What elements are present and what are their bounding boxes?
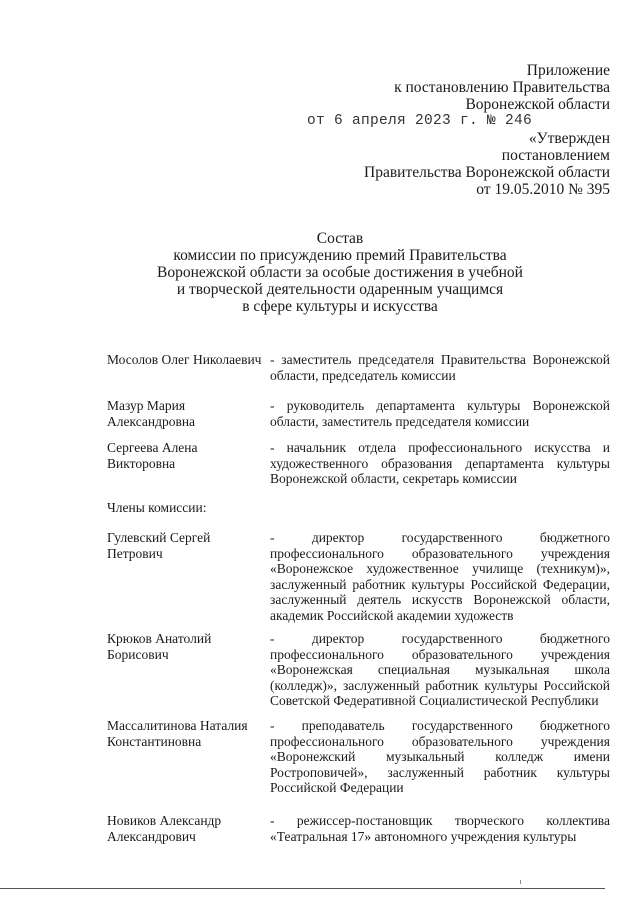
member-role: - заместитель председателя Правительства Воронежской области, председатель комиссии [270, 352, 610, 383]
title-line: в сфере культуры и искусства [242, 298, 438, 315]
title-line: и творческой деятельности одаренным учащимся [176, 281, 504, 298]
document-title [140, 230, 540, 315]
header-line: от 19.05.2010 № 395 [476, 181, 610, 198]
members-heading: Члены комиссии: [107, 500, 207, 515]
title-line: комиссии по присуждению премий Правительства [173, 247, 507, 264]
header-line: «Утвержден [528, 130, 610, 147]
member-name: Массалитинова Наталия Константиновна [107, 718, 248, 749]
title-line: Состав [316, 230, 364, 247]
member-role: - руководитель департамента культуры Воронежской области, заместитель председателя комиссии [270, 398, 610, 429]
member-role: - директор государственного бюджетного профессионального образовательного учреждения «Воронежская специальная музыкальная школа (колледж)», заслуженный работник культуры Российской Советской Федеративной Социалистической Республики [270, 631, 610, 709]
member-role: - директор государственного бюджетного профессионального образовательного учреждения «Воронежское художественное училище (техникум)», заслуженный работник культуры Российской Федерации, заслуженный деятель искусств Воронежской области, академик Российской академии художеств [270, 530, 610, 623]
member-role: - начальник отдела профессионального искусства и художественного образования департамента культуры Воронежской области, секретарь комиссии [270, 440, 610, 487]
header-line: Приложение [526, 62, 610, 79]
header-line: Воронежской области [465, 96, 610, 113]
member-role: - режиссер-постановщик творческого коллектива «Театральная 17» автономного учреждения культуры [270, 813, 610, 844]
header-line: постановлением [501, 147, 610, 164]
header-line: Правительства Воронежской области [364, 164, 610, 181]
member-name: Гулевский Сергей Петрович [107, 530, 211, 561]
member-name: Мосолов Олег Николаевич [107, 352, 262, 367]
member-name: Крюков Анатолий Борисович [107, 631, 212, 662]
title-line: Воронежской области за особые достижения в учебной [157, 264, 523, 281]
member-name: Мазур Мария Александровна [107, 398, 196, 429]
page-bottom-rule [0, 888, 605, 889]
member-name: Новиков Александр Александрович [107, 813, 222, 844]
member-role: - преподаватель государственного бюджетного профессионального образовательного учреждения «Воронежский музыкальный колледж имени Ростроповичей», заслуженный работник культуры Российской Федерации [270, 718, 610, 796]
header-date-stamp: от 6 апреля 2023 г. № 246 [306, 113, 532, 129]
member-name: Сергеева Алена Викторовна [107, 440, 198, 471]
header-line: к постановлению Правительства [394, 79, 610, 96]
appendix-header [307, 62, 610, 198]
scan-artifact [520, 880, 521, 884]
